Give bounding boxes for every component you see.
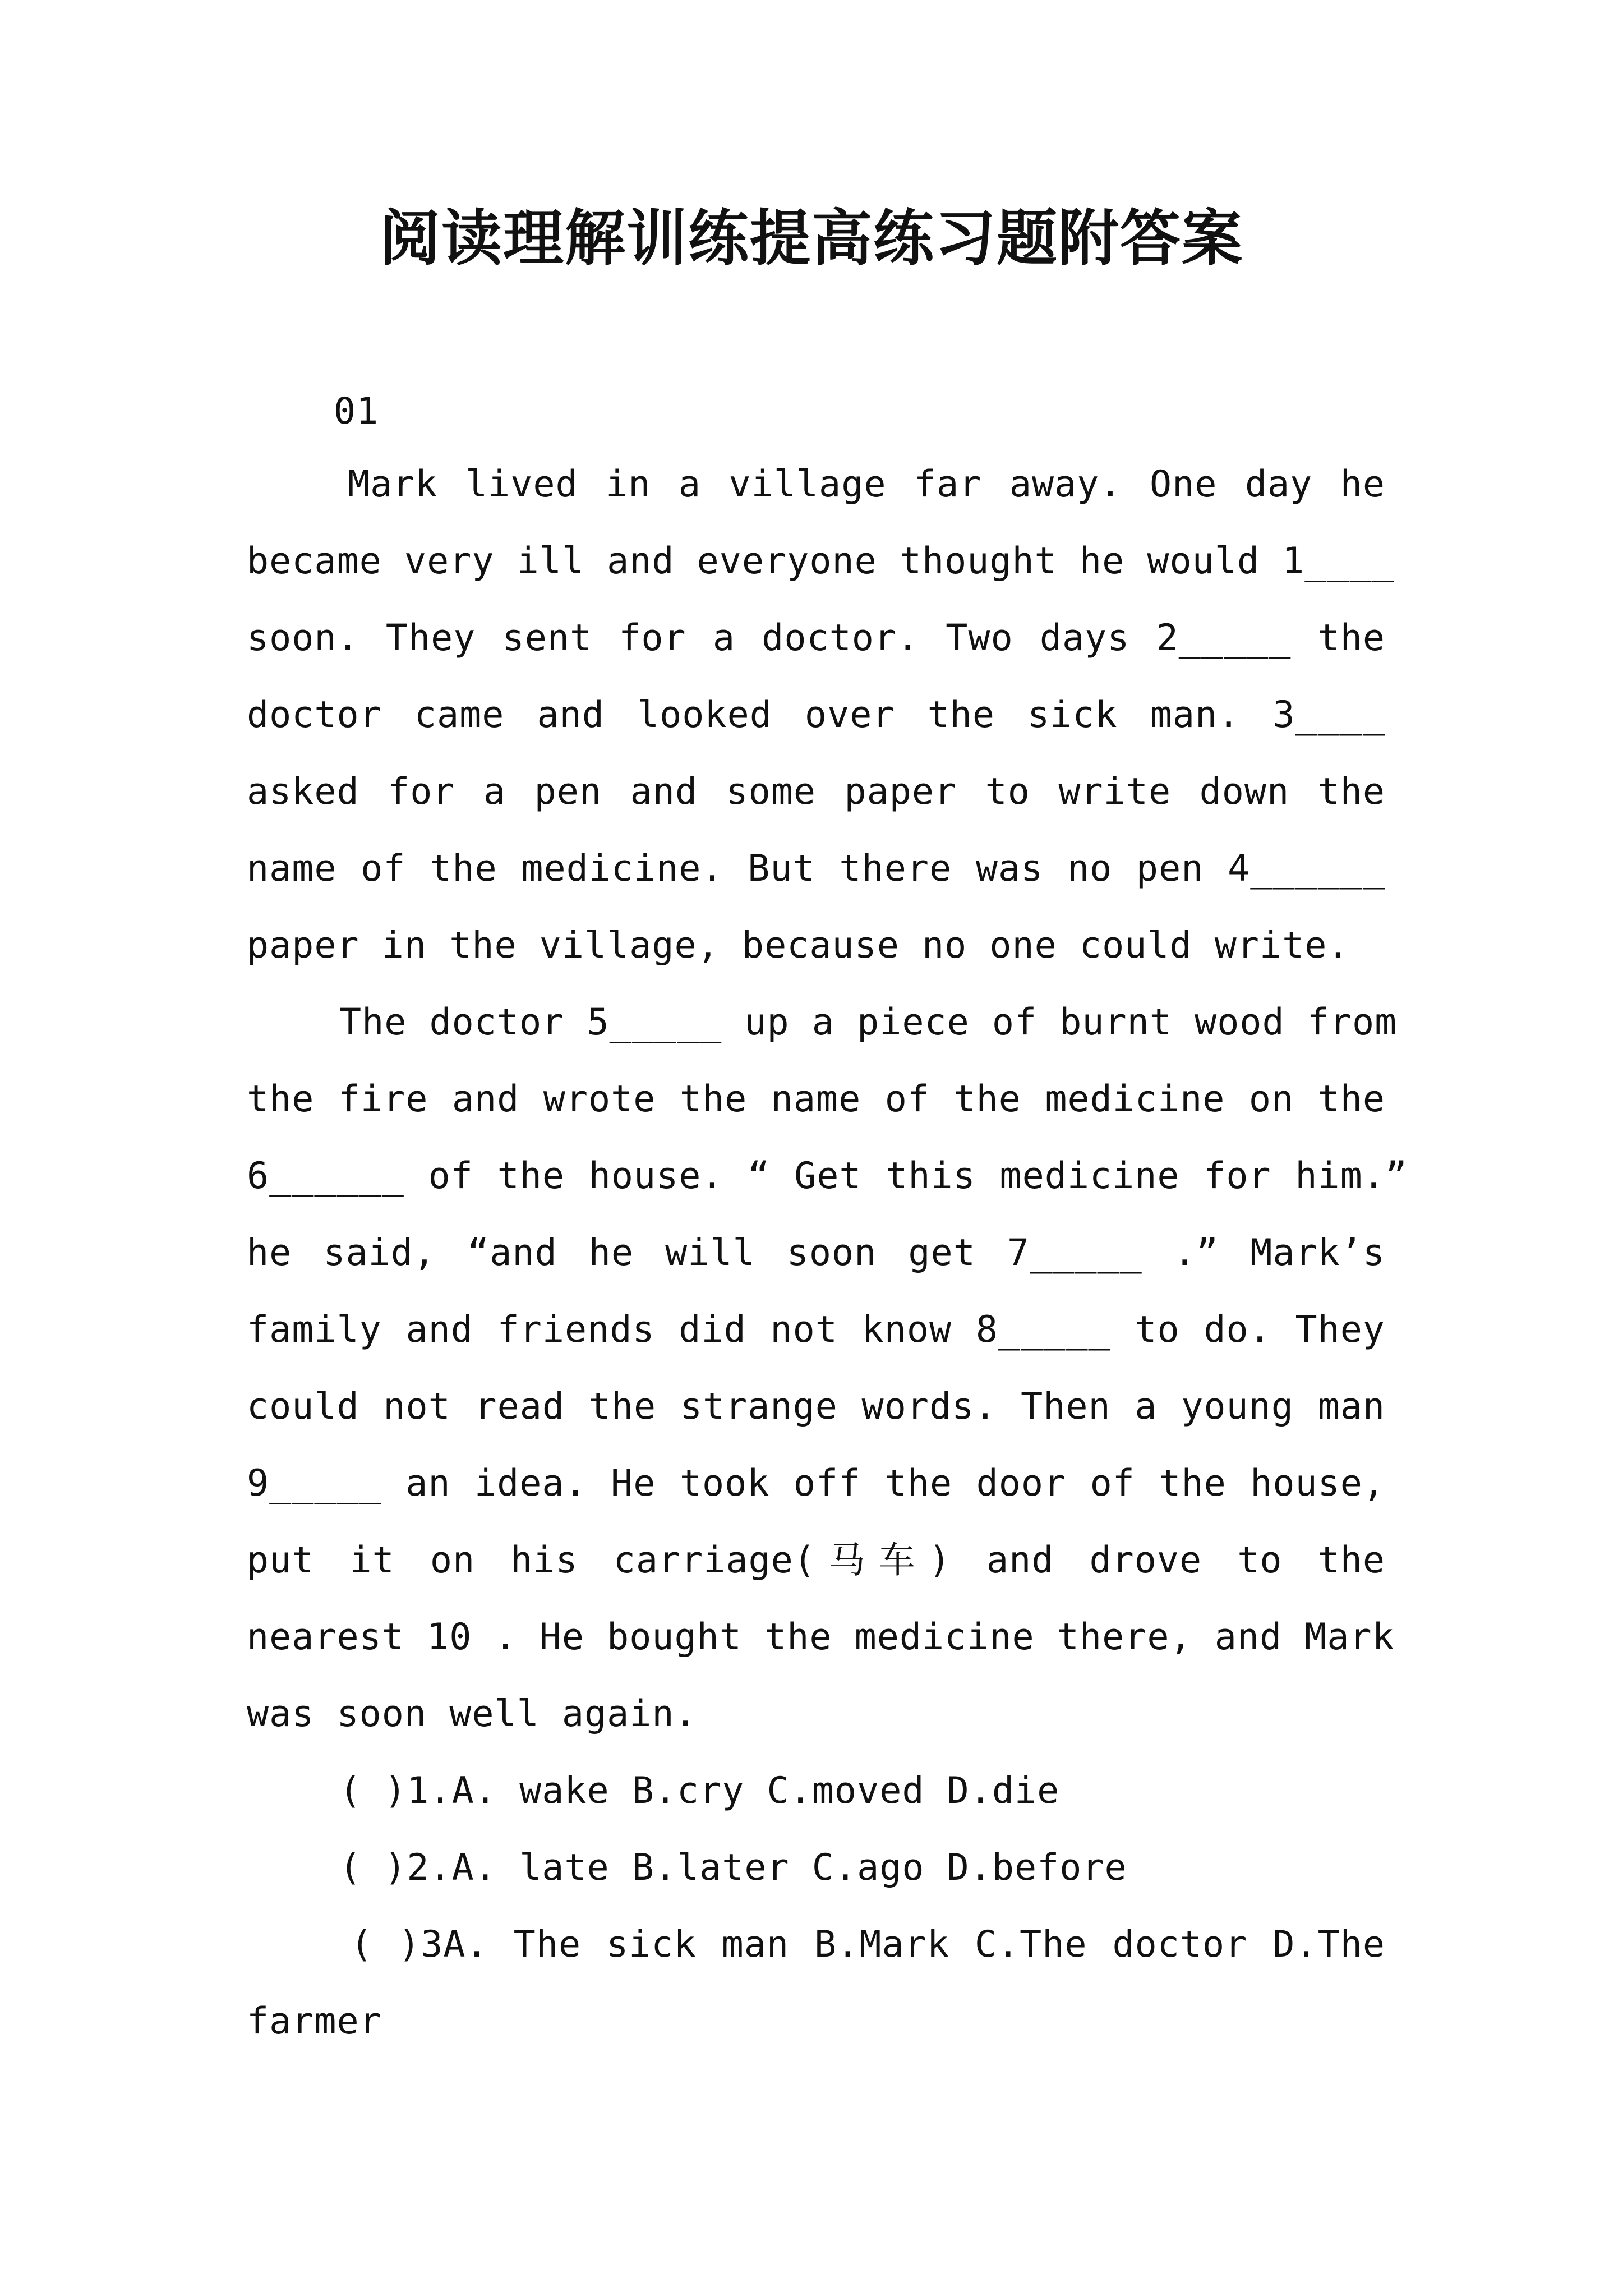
passage-line: nearest 10 . He bought the medicine there, and Mark bbox=[247, 1616, 1395, 1658]
passage-paragraph-1 bbox=[247, 446, 1395, 984]
passage-line: Mark lived in a village far away. One day he bbox=[348, 463, 1385, 505]
passage-line: became very ill and everyone thought he would 1____ bbox=[247, 540, 1395, 582]
passage-line: he said, “and he will soon get 7_____ .” Mark’s bbox=[247, 1232, 1385, 1274]
question-list bbox=[247, 1752, 1385, 2060]
question-3: ( )3A. The sick man B.Mark C.The doctor D.The bbox=[351, 1924, 1385, 1966]
passage-line: 9_____ an idea. He took off the door of the house, bbox=[247, 1462, 1385, 1504]
passage-paragraph-2 bbox=[247, 984, 1408, 1752]
section-number: 01 bbox=[334, 390, 379, 432]
passage-line: put it on his carriage(马车) and drove to the bbox=[247, 1539, 1385, 1581]
question-3-continued: farmer bbox=[247, 2000, 382, 2042]
passage-line: asked for a pen and some paper to write down the bbox=[247, 771, 1385, 813]
passage-line: the fire and wrote the name of the medicine on the bbox=[247, 1078, 1385, 1120]
passage-line: name of the medicine. But there was no pen 4______ bbox=[247, 848, 1385, 890]
passage-line: doctor came and looked over the sick man. 3____ bbox=[247, 694, 1385, 736]
passage-line: was soon well again. bbox=[247, 1693, 697, 1735]
question-2: ( )2.A. late B.later C.ago D.before bbox=[339, 1847, 1127, 1889]
passage-line: family and friends did not know 8_____ to do. They bbox=[247, 1309, 1385, 1351]
question-1: ( )1.A. wake B.cry C.moved D.die bbox=[339, 1770, 1060, 1812]
passage-line: soon. They sent for a doctor. Two days 2_____ the bbox=[247, 617, 1385, 659]
document-title: 阅读理解训练提高练习题附答案 bbox=[379, 203, 1243, 274]
passage-line: 6______ of the house. “ Get this medicine for him.” bbox=[247, 1155, 1408, 1197]
passage-body bbox=[247, 373, 1385, 450]
passage-line: could not read the strange words. Then a young man bbox=[247, 1386, 1385, 1428]
passage-line: The doctor 5_____ up a piece of burnt wood from bbox=[339, 1001, 1398, 1043]
passage-line: paper in the village, because no one could write. bbox=[247, 924, 1350, 967]
